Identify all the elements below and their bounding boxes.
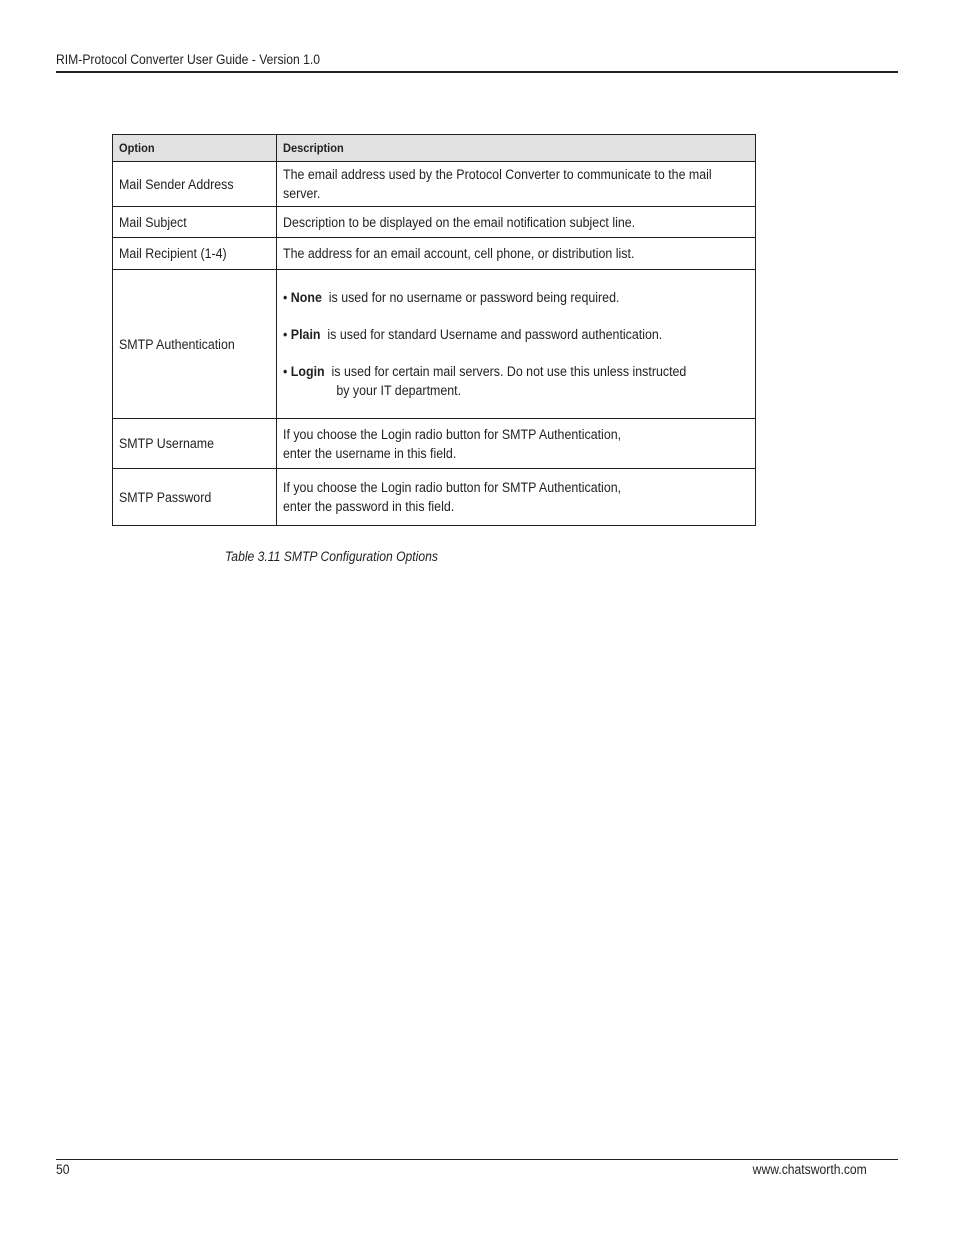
option-cell: Mail Sender Address	[113, 162, 277, 207]
option-cell: Mail Subject	[113, 207, 277, 238]
description-cell: If you choose the Login radio button for SMTP Authentication, enter the password in this field.	[277, 469, 756, 526]
table-caption: Table 3.11 SMTP Configuration Options	[225, 549, 438, 564]
description-cell: The address for an email account, cell phone, or distribution list.	[277, 238, 756, 270]
table-row	[113, 469, 756, 526]
table-row	[113, 270, 756, 419]
option-cell: Mail Recipient (1-4)	[113, 238, 277, 270]
auth-bullet-list	[283, 288, 749, 400]
bullet-login: • Login is used for certain mail servers. Do not use this unless instructed by your IT department.	[283, 364, 687, 398]
table-header-row	[113, 135, 756, 162]
bullet-plain: • Plain is used for standard Username and password authentication.	[283, 327, 663, 342]
footer-divider	[56, 1159, 898, 1160]
table-row	[113, 162, 756, 207]
column-header-description: Description	[277, 135, 756, 162]
table-row	[113, 238, 756, 270]
description-cell	[277, 270, 756, 419]
description-cell: Description to be displayed on the email notification subject line.	[277, 207, 756, 238]
table-row	[113, 207, 756, 238]
option-cell: SMTP Password	[113, 469, 277, 526]
column-header-option: Option	[113, 135, 277, 162]
bullet-none: • None is used for no username or password being required.	[283, 290, 620, 305]
footer-url: www.chatsworth.com	[752, 1162, 867, 1177]
table-row	[113, 419, 756, 469]
document-header-title: RIM-Protocol Converter User Guide - Version 1.0	[56, 52, 321, 67]
smtp-options-table	[112, 134, 756, 526]
option-cell: SMTP Authentication	[113, 270, 277, 419]
header-divider	[56, 71, 898, 73]
description-cell: If you choose the Login radio button for SMTP Authentication, enter the username in this field.	[277, 419, 756, 469]
page-number: 50	[56, 1162, 70, 1177]
option-cell: SMTP Username	[113, 419, 277, 469]
description-cell: The email address used by the Protocol Converter to communicate to the mail server.	[277, 162, 756, 207]
